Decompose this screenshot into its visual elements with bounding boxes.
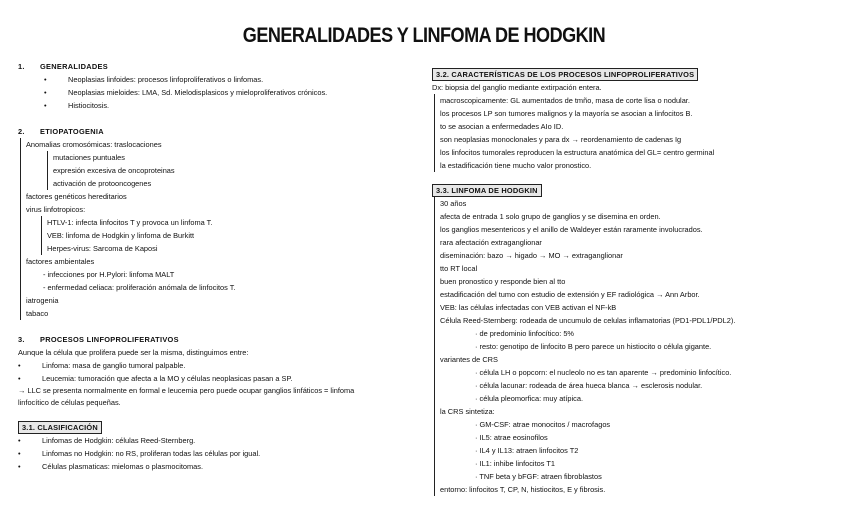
tree-item: diseminación: bazo → higado → MO → extraganglionar (440, 251, 623, 260)
tree-item: iatrogenia (26, 296, 59, 305)
caracteristicas-list (434, 94, 837, 172)
tree-item: to se asocian a enfermedades AIo ID. (440, 122, 564, 131)
tree-item: la estadificación tiene mucho valor pronostico. (440, 161, 592, 170)
tree-subitem: · de predominio linfocítico: 5% (475, 329, 575, 338)
section-etiopatogenia-heading: 2. ETIOPATOGENIA (18, 127, 104, 136)
hodgkin-list (434, 197, 837, 496)
section-number: 1. (18, 62, 25, 71)
tree-item: los procesos LP son tumores malignos y la mayoría se asocian a linfocitos B. (440, 109, 693, 118)
section-procesos-heading: 3. PROCESOS LINFOPROLIFERATIVOS (18, 335, 179, 344)
tree-item: Anomalias cromosómicas: traslocaciones (26, 140, 162, 149)
tree-subitem: · célula lacunar: rodeada de área hueca blanca → esclerosis nodular. (475, 381, 703, 390)
tree-subitem: · IL4 y IL13: atraen linfocitos T2 (475, 446, 579, 455)
section-caracteristicas-heading: 3.2. CARACTERÍSTICAS DE LOS PROCESOS LINFOPROLIFERATIVOS (432, 68, 698, 81)
tree-item: entorno: linfocitos T, CP, N, histiocitos, E y fibrosis. (440, 485, 606, 494)
tree-item: factores genéticos hereditarios (26, 192, 127, 201)
tree-item: variantes de CRS (440, 355, 498, 364)
tree-item: estadificación del tumo con estudio de extensión y EF radiológica → Ann Arbor. (440, 290, 700, 299)
tree-subitem: mutaciones puntuales (53, 153, 125, 162)
tree-subitem: - enfermedad celiaca: proliferación anómala de linfocitos T. (43, 283, 236, 292)
list-item: • Células plasmaticas: mielomas o plasmocitomas. (18, 462, 204, 471)
note-paragraph: → LLC se presenta normalmente en formal e leucemia pero puede ocupar ganglios linfáticos = linfoma linfocítico de células pequeñas. (18, 386, 355, 407)
tree-subitem: · GM-CSF: atrae monocitos / macrofagos (475, 420, 611, 429)
tree-item: tto RT local (440, 264, 478, 273)
page-title: GENERALIDADES Y LINFOMA DE HODGKIN (242, 24, 606, 47)
list-item: • Linfoma: masa de ganglio tumoral palpable. (18, 361, 186, 370)
section-title: GENERALIDADES (40, 62, 108, 71)
tree-item: rara afectación extraganglionar (440, 238, 542, 247)
paragraph: Aunque la célula que prolifera puede ser la misma, distinguimos entre: (18, 348, 249, 357)
etiopatogenia-tree (20, 138, 418, 320)
list-item: • Linfomas de Hodgkin: células Reed-Sternberg. (18, 436, 196, 445)
tree-item: afecta de entrada 1 solo grupo de ganglios y se disemina en orden. (440, 212, 661, 221)
tree-subitem: Herpes-virus: Sarcoma de Kaposi (47, 244, 158, 253)
tree-item: factores ambientales (26, 257, 95, 266)
section-clasificacion-heading: 3.1. CLASIFICACIÓN (18, 421, 102, 434)
tree-item: tabaco (26, 309, 49, 318)
tree-item: macroscopicamente: GL aumentados de tmño, masa de corte lisa o nodular. (440, 96, 690, 105)
tree-item: VEB: las células infectadas con VEB activan el NF-kB (440, 303, 617, 312)
tree-item: virus linfotropicos: (26, 205, 86, 214)
tree-subitem: expresión excesiva de oncoproteinas (53, 166, 175, 175)
paragraph: Dx: biopsia del ganglio mediante extirpación entera. (432, 83, 602, 92)
left-column (18, 60, 418, 473)
tree-item: Célula Reed-Sternberg: rodeada de uncumulo de celulas inflamatorias (PD1-PDL1/PDL2). (440, 316, 736, 325)
tree-subitem: activación de protooncogenes (53, 179, 152, 188)
tree-subitem: VEB: linfoma de Hodgkin y linfoma de Burkitt (47, 231, 195, 240)
tree-item: son neoplasias monoclonales y para dx → reordenamiento de cadenas Ig (440, 135, 682, 144)
tree-item: los ganglios mesentericos y el anillo de Waldeyer están raramente involucrados. (440, 225, 703, 234)
list-item: • Histiocitosis. (44, 101, 110, 110)
list-item: • Leucemia: tumoración que afecta a la MO y células neoplasicas pasan a SP. (18, 374, 293, 383)
tree-subitem: HTLV-1: infecta linfocitos T y provoca un linfoma T. (47, 218, 213, 227)
tree-subitem: - infecciones por H.Pylori: linfoma MALT (43, 270, 175, 279)
tree-subitem: · resto: genotipo de linfocito B pero parece un histiocito o célula gigante. (475, 342, 712, 351)
tree-item: los linfocitos tumorales reproducen la estructura anatómica del GL= centro germinal (440, 148, 715, 157)
right-column (432, 68, 837, 496)
tree-subitem: · célula LH o popcorn: el nucleolo no es tan aparente → predominio linfocítico. (475, 368, 732, 377)
tree-item: buen pronostico y responde bien al tto (440, 277, 566, 286)
tree-subitem: · IL5: atrae eosinofilos (475, 433, 548, 442)
section-hodgkin-heading: 3.3. LINFOMA DE HODGKIN (432, 184, 542, 197)
tree-subitem: · célula pleomorfica: muy atípica. (475, 394, 584, 403)
tree-item: la CRS sintetiza: (440, 407, 495, 416)
list-item: • Neoplasias linfoides: procesos linfoproliferativos o linfomas. (44, 75, 264, 84)
list-item: • Neoplasias mieloides: LMA, Sd. Mielodisplasicos y mieloproliferativos crónicos. (44, 88, 328, 97)
list-item: • Linfomas no Hodgkin: no RS, proliferan todas las células por igual. (18, 449, 261, 458)
section-generalidades-heading (18, 60, 418, 73)
tree-subitem: · IL1: inhibe linfocitos T1 (475, 459, 555, 468)
tree-subitem: · TNF beta y bFGF: atraen fibroblastos (475, 472, 602, 481)
tree-item: 30 años (440, 199, 467, 208)
